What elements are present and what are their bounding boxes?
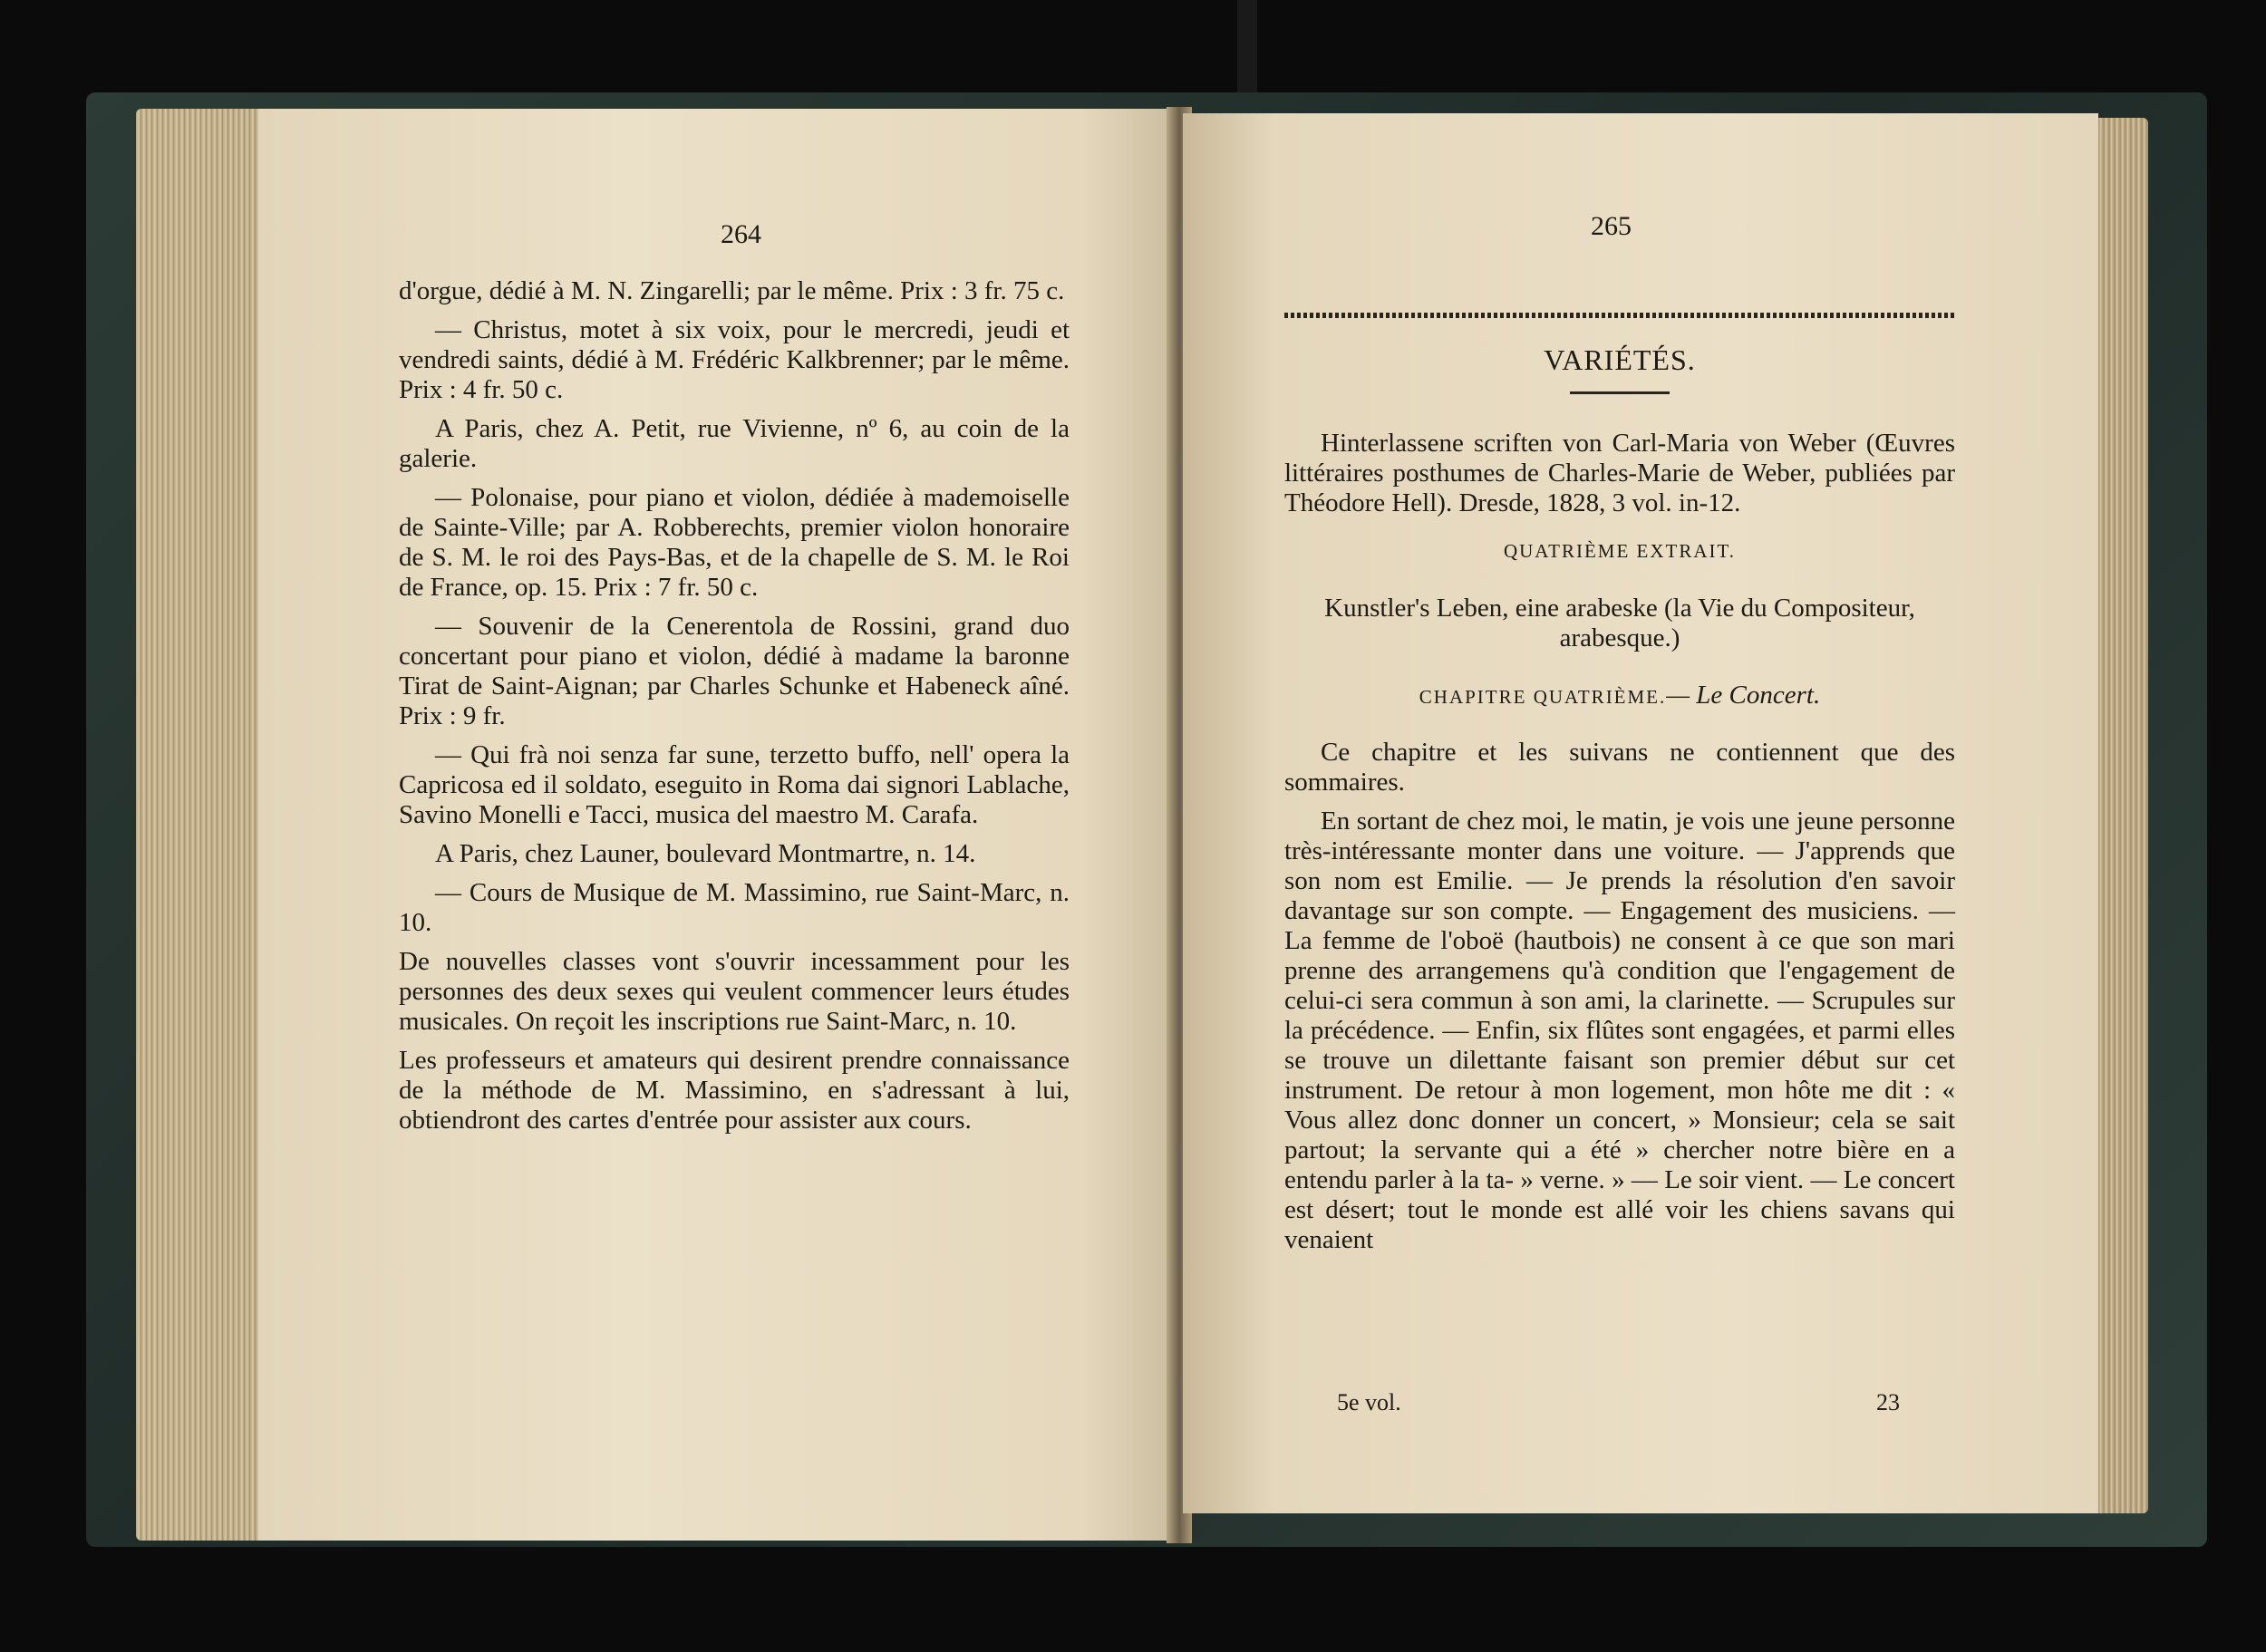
chapter-label: CHAPITRE QUATRIÈME. xyxy=(1419,686,1667,708)
chapter-heading xyxy=(1284,681,1955,712)
paragraph: De nouvelles classes vont s'ouvrir incessamment pour les personnes des deux sexes qui veulent commencer leurs études musicales. On reçoit les inscriptions rue Saint-Marc, n. 10. xyxy=(399,947,1070,1036)
right-page-text xyxy=(1284,313,1955,1264)
title-rule xyxy=(1570,391,1670,394)
left-page-text xyxy=(399,276,1070,1145)
section-title: VARIÉTÉS. xyxy=(1544,343,1696,376)
left-page xyxy=(258,109,1174,1541)
work-title: Kunstler's Leben, eine arabeske (la Vie du Compositeur, arabesque.) xyxy=(1324,594,1915,652)
footer-signature: 5e vol. xyxy=(1337,1389,1401,1415)
paragraph: A Paris, chez Launer, boulevard Montmartre, n. 14. xyxy=(435,839,976,868)
paragraph: — Cours de Musique de M. Massimino, rue Saint-Marc, n. 10. xyxy=(399,878,1070,937)
book-entry: Hinterlassene scriften von Carl-Maria von Weber (Œuvres littéraires posthumes de Charles-Marie de Weber, publiées par Théodore Hell). Dresde, 1828, 3 vol. in-12. xyxy=(1284,429,1955,517)
left-page-edges xyxy=(136,109,263,1541)
paragraph: Les professeurs et amateurs qui desirent prendre connaissance de la méthode de M. Massimino, en s'adressant à lui, obtiendront des cartes d'entrée pour assister aux cours. xyxy=(399,1046,1070,1135)
right-page xyxy=(1183,113,2098,1513)
page-number-right: 265 xyxy=(1591,211,1632,241)
paragraph: — Christus, motet à six voix, pour le mercredi, jeudi et vendredi saints, dédié à M. Frédéric Kalkbrenner; par le même. Prix : 4 fr. 50 c. xyxy=(399,315,1070,404)
paragraph: d'orgue, dédié à M. N. Zingarelli; par le même. Prix : 3 fr. 75 c. xyxy=(399,276,1065,305)
paragraph: — Souvenir de la Cenerentola de Rossini, grand duo concertant pour piano et violon, dédié à madame la baronne Tirat de Saint-Aignan; par Charles Schunke et Habeneck aîné. Prix : 9 fr. xyxy=(399,612,1070,730)
paragraph: — Qui frà noi senza far sune, terzetto buffo, nell' opera la Capricosa ed il soldato, eseguito in Roma dai signori Lablache, Savino Monelli e Tacci, musica del maestro M. Carafa. xyxy=(399,740,1070,829)
paragraph: A Paris, chez A. Petit, rue Vivienne, nº 6, au coin de la galerie. xyxy=(399,414,1070,473)
page-number-left: 264 xyxy=(721,219,761,249)
chapter-title: — Le Concert. xyxy=(1666,681,1821,710)
paragraph: Ce chapitre et les suivans ne contiennent que des sommaires. xyxy=(1284,738,1955,797)
extract-label: QUATRIÈME EXTRAIT. xyxy=(1503,540,1737,562)
paragraph: — Polonaise, pour piano et violon, dédiée à mademoiselle de Sainte-Ville; par A. Robberechts, premier violon honoraire de S. M. le roi des Pays-Bas, et de la chapelle de S. M. le Roi de France, op. 15. Prix : 7 fr. 50 c. xyxy=(399,483,1070,602)
footer-number: 23 xyxy=(1876,1389,1900,1415)
ornamental-rule xyxy=(1284,313,1955,318)
paragraph: En sortant de chez moi, le matin, je vois une jeune personne très-intéressante monter dans une voiture. — J'apprends que son nom est Emilie. — Je prends la résolution d'en savoir davantage sur son compte. — Engagement des musiciens. — La femme de l'oboë (hautbois) ne consent à ce que son mari prenne des arrangemens qu'à condition que l'engagement de celui-ci sera commun à son ami, la clarinette. — Scrupules sur la précédence. — Enfin, six flûtes sont engagées, et parmi elles se trouve un dilettante faisant son premier début sur cet instrument. De retour à mon logement, mon hôte me dit : « Vous allez donc donner un concert, » Monsieur; cela se sait partout; la servante qui a été » chercher notre bière en a entendu parler à la ta- » verne. » — Le soir vient. — Le concert est désert; tout le monde est allé voir les chiens savans qui venaient xyxy=(1284,807,1955,1254)
